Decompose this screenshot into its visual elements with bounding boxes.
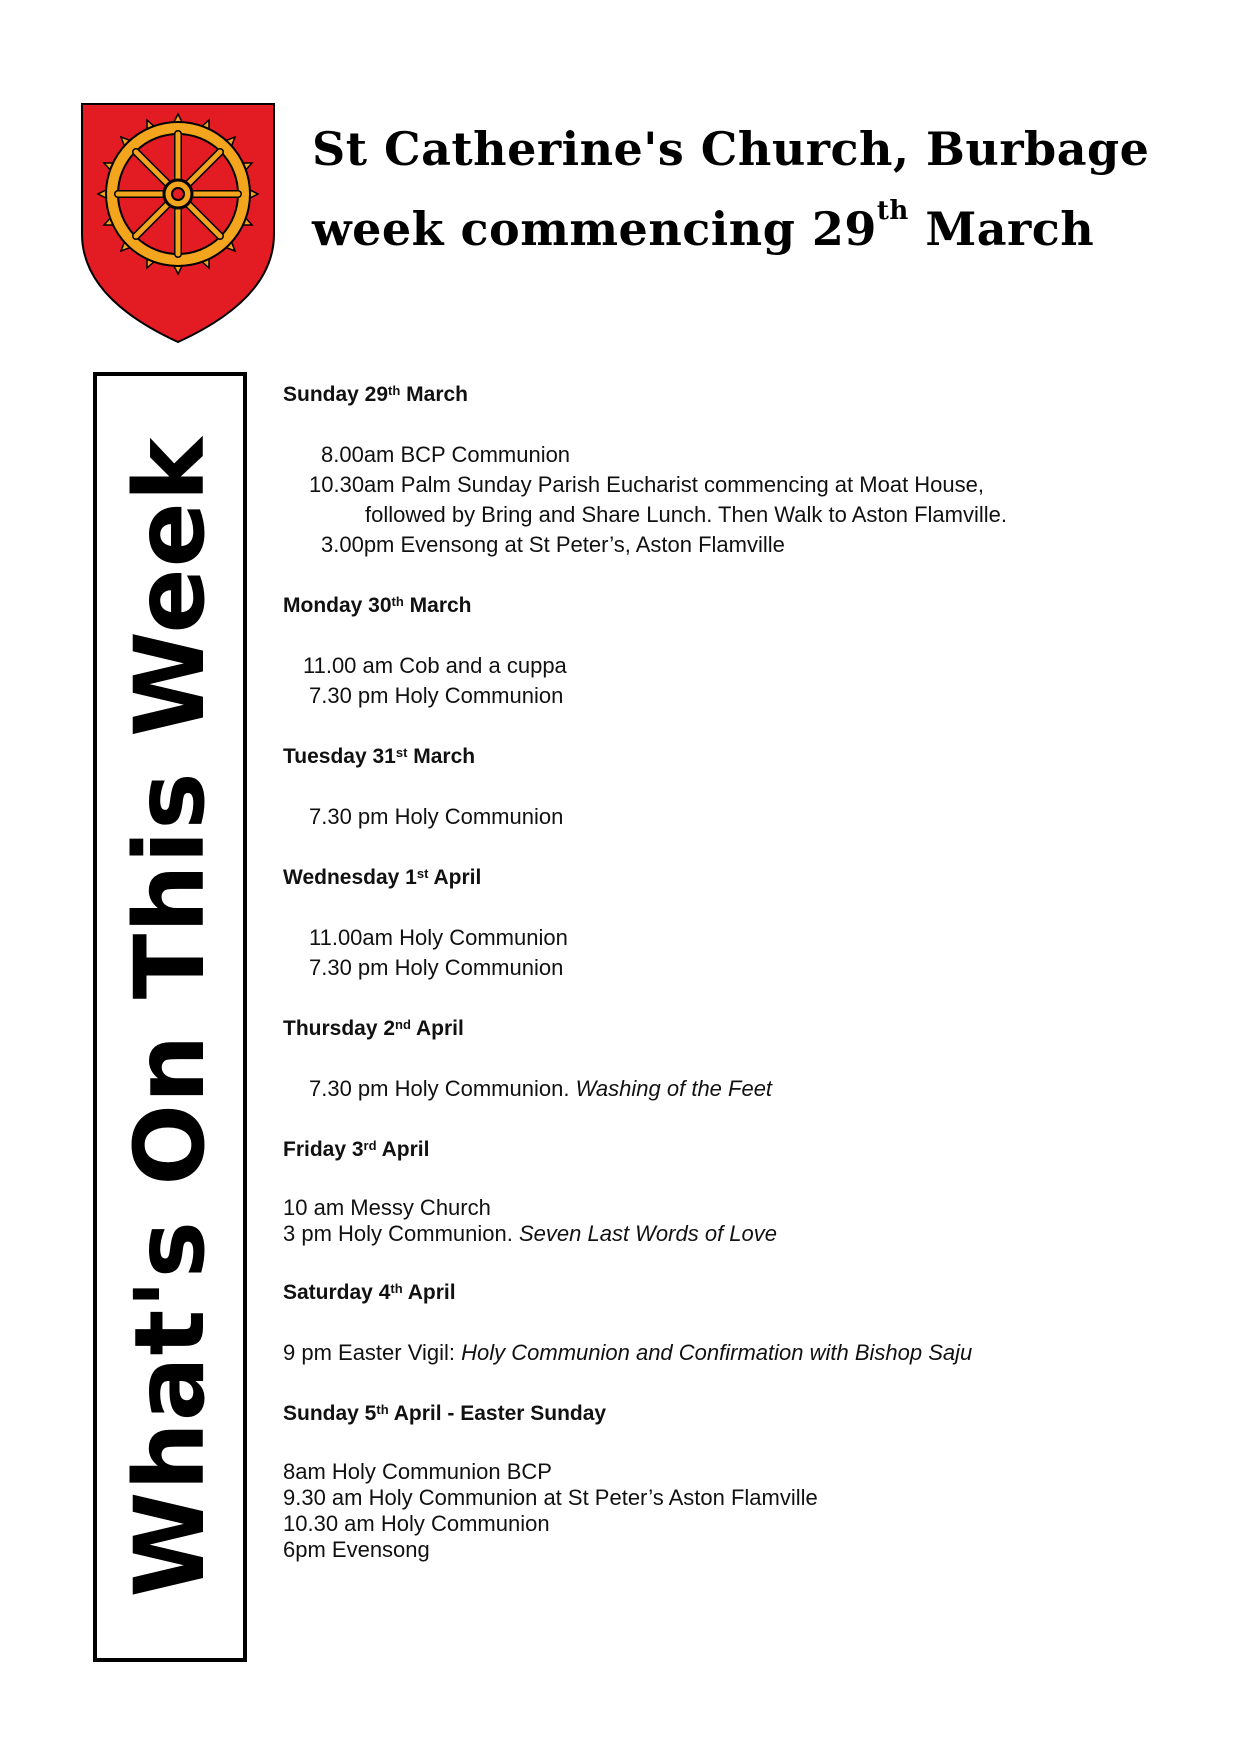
day-heading: Wednesday 1st April — [283, 866, 482, 889]
list-item: 10 am Messy Church — [283, 1195, 491, 1220]
day-items — [283, 802, 1183, 832]
list-item: 3 pm Holy Communion. Seven Last Words of Love — [283, 1221, 778, 1246]
day-items — [283, 651, 1183, 711]
list-item: 8am Holy Communion BCP — [283, 1459, 552, 1484]
day-heading: Monday 30th March — [283, 594, 472, 617]
day-items — [283, 1074, 1183, 1104]
day-heading: Saturday 4th April — [283, 1281, 456, 1304]
list-item: 8.00am BCP Communion — [321, 442, 571, 467]
list-item: 9.30 am Holy Communion at St Peter’s Aston Flamville — [283, 1485, 818, 1510]
week-title-text: week commencing 29 — [312, 202, 877, 256]
list-item: 9 pm Easter Vigil: Holy Communion and Confirmation with Bishop Saju — [283, 1340, 973, 1365]
weekly-schedule — [283, 380, 1183, 1563]
church-shield-logo — [80, 102, 276, 344]
week-title-ordinal: th — [876, 196, 909, 226]
week-title-month: March — [908, 202, 1095, 256]
list-item: 7.30 pm Holy Communion — [309, 955, 564, 980]
day-heading: Sunday 29th March — [283, 383, 469, 406]
day-items — [283, 1195, 1183, 1247]
list-item: 7.30 pm Holy Communion — [309, 804, 564, 829]
week-commencing-title — [312, 196, 1095, 256]
day-items — [283, 923, 1183, 983]
list-item: followed by Bring and Share Lunch. Then Walk to Aston Flamville. — [365, 502, 1008, 527]
day-heading: Sunday 5th April - Easter Sunday — [283, 1402, 607, 1425]
day-heading: Tuesday 31st March — [283, 745, 476, 768]
list-item: 3.00pm Evensong at St Peter’s, Aston Flamville — [321, 532, 785, 557]
list-item: 11.00am Holy Communion — [309, 925, 568, 950]
day-items — [283, 440, 1183, 560]
day-items — [283, 1459, 1183, 1563]
day-heading: Friday 3rd April — [283, 1138, 430, 1161]
list-item: 10.30 am Holy Communion — [283, 1511, 550, 1536]
list-item: 11.00 am Cob and a cuppa — [303, 653, 567, 678]
list-item: 7.30 pm Holy Communion. Washing of the Feet — [309, 1076, 773, 1101]
list-item: 6pm Evensong — [283, 1537, 430, 1562]
day-items — [283, 1338, 1183, 1368]
sidebar-label: What's On This Week — [114, 436, 226, 1598]
list-item: 7.30 pm Holy Communion — [309, 683, 564, 708]
church-title: St Catherine's Church, Burbage — [312, 122, 1150, 176]
day-heading: Thursday 2nd April — [283, 1017, 464, 1040]
catherine-wheel-icon — [98, 114, 258, 274]
list-item: 10.30am Palm Sunday Parish Eucharist commencing at Moat House, — [309, 472, 984, 497]
